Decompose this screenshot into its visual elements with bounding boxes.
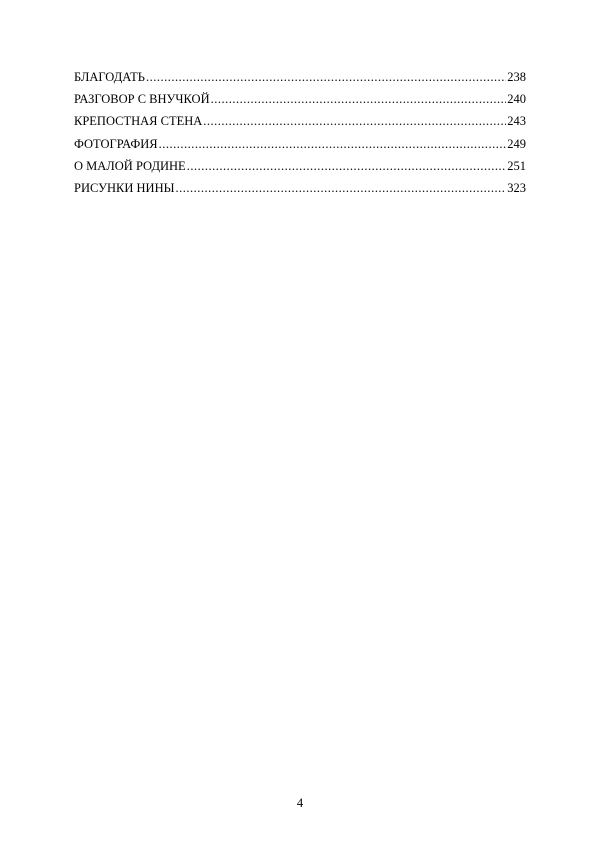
toc-entry[interactable] xyxy=(74,177,526,199)
toc-dot-leader xyxy=(159,133,507,155)
toc-entry-page: 240 xyxy=(507,92,526,107)
table-of-contents xyxy=(74,66,526,199)
toc-entry-title: БЛАГОДАТЬ xyxy=(74,70,145,84)
toc-entry-page: 251 xyxy=(507,158,526,173)
toc-entry-title: РАЗГОВОР С ВНУЧКОЙ xyxy=(74,92,210,107)
toc-entry-page: 243 xyxy=(507,114,526,129)
toc-entry-page: 249 xyxy=(507,136,526,151)
toc-entry[interactable] xyxy=(74,66,526,88)
toc-dot-leader xyxy=(211,88,507,110)
toc-entry[interactable] xyxy=(74,133,526,155)
toc-entry-title: ФОТОГРАФИЯ xyxy=(74,136,158,151)
toc-dot-leader xyxy=(187,155,507,177)
page-number: 4 xyxy=(296,796,304,810)
toc-dot-leader xyxy=(176,177,507,199)
toc-entry[interactable] xyxy=(74,110,526,132)
toc-entry[interactable] xyxy=(74,155,526,177)
toc-entry-title: О МАЛОЙ РОДИНЕ xyxy=(74,158,186,173)
toc-entry[interactable] xyxy=(74,88,526,110)
toc-dot-leader xyxy=(146,66,506,88)
toc-entry-title: КРЕПОСТНАЯ СТЕНА xyxy=(74,114,203,129)
toc-entry-page: 323 xyxy=(507,180,526,195)
toc-entry-page: 238 xyxy=(507,70,526,84)
toc-dot-leader xyxy=(203,110,506,132)
toc-entry-title: РИСУНКИ НИНЫ xyxy=(74,180,175,195)
